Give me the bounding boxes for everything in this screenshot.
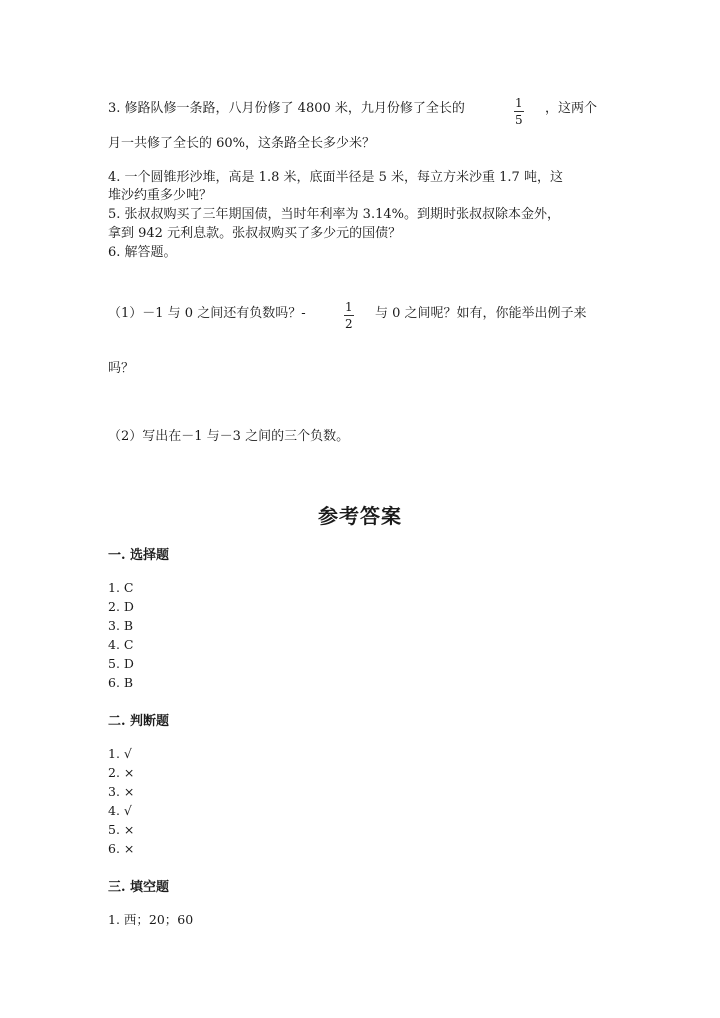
list-item: 4. √ xyxy=(108,803,132,818)
list-item: 4. C xyxy=(108,637,134,652)
list-item: 6. × xyxy=(108,841,135,856)
q3-line1-tail: ，这两个 xyxy=(545,101,598,116)
list-item: 5. × xyxy=(108,822,135,837)
q3-fraction-bar xyxy=(514,111,524,112)
q6-fraction-bar xyxy=(344,315,354,316)
q4-line1-text: 4. 一个圆锥形沙堆，高是 1.8 米，底面半径是 5 米，每立方米沙重 1.7 吨，这 xyxy=(108,170,563,185)
q3-fraction-numerator: 1 xyxy=(515,96,523,110)
list-item: 3. × xyxy=(108,784,135,799)
q3-fraction-denominator: 5 xyxy=(515,113,523,127)
q6-sub2-text: （2）写出在－1 与－3 之间的三个负数。 xyxy=(108,429,350,444)
q6-fraction-denominator: 2 xyxy=(345,317,353,331)
q6-fraction-numerator: 1 xyxy=(345,300,353,314)
list-item: 1. C xyxy=(108,580,134,595)
section1-answer-list xyxy=(108,578,134,692)
list-item: 5. D xyxy=(108,656,134,671)
q3-line1-text: 3. 修路队修一条路，八月份修了 4800 米，九月份修了全长的 xyxy=(108,101,465,116)
q6-heading-text: 6. 解答题。 xyxy=(108,245,177,260)
list-item: 2. D xyxy=(108,599,134,614)
q6-sub1-line1-tail: 与 0 之间呢？如有，你能举出例子来 xyxy=(375,306,587,321)
q6-sub1-line2-text: 吗？ xyxy=(108,361,135,376)
section2-heading: 二. 判断题 xyxy=(108,714,170,729)
list-item: 3. B xyxy=(108,618,134,633)
q4-line2-text: 堆沙约重多少吨？ xyxy=(108,188,213,203)
list-item: 1. √ xyxy=(108,746,132,761)
q5-line1-text: 5. 张叔叔购买了三年期国债，当时年利率为 3.14%。到期时张叔叔除本金外， xyxy=(108,207,560,222)
section1-heading: 一. 选择题 xyxy=(108,548,170,563)
section3-answer-list xyxy=(108,910,193,929)
section3-heading: 三. 填空题 xyxy=(108,880,170,895)
list-item: 6. B xyxy=(108,675,134,690)
list-item: 2. × xyxy=(108,765,135,780)
answers-title: 参考答案 xyxy=(318,504,402,528)
q5-line2-text: 拿到 942 元利息款。张叔叔购买了多少元的国债？ xyxy=(108,226,402,241)
section2-answer-list xyxy=(108,744,134,858)
q6-sub1-fraction xyxy=(343,300,355,331)
q6-sub1-line1-text: （1）－1 与 0 之间还有负数吗？- xyxy=(108,306,306,321)
q3-fraction xyxy=(513,96,525,127)
list-item: 1. 西；20；60 xyxy=(108,912,194,927)
q3-line2-text: 月一共修了全长的 60%，这条路全长多少米？ xyxy=(108,136,376,151)
